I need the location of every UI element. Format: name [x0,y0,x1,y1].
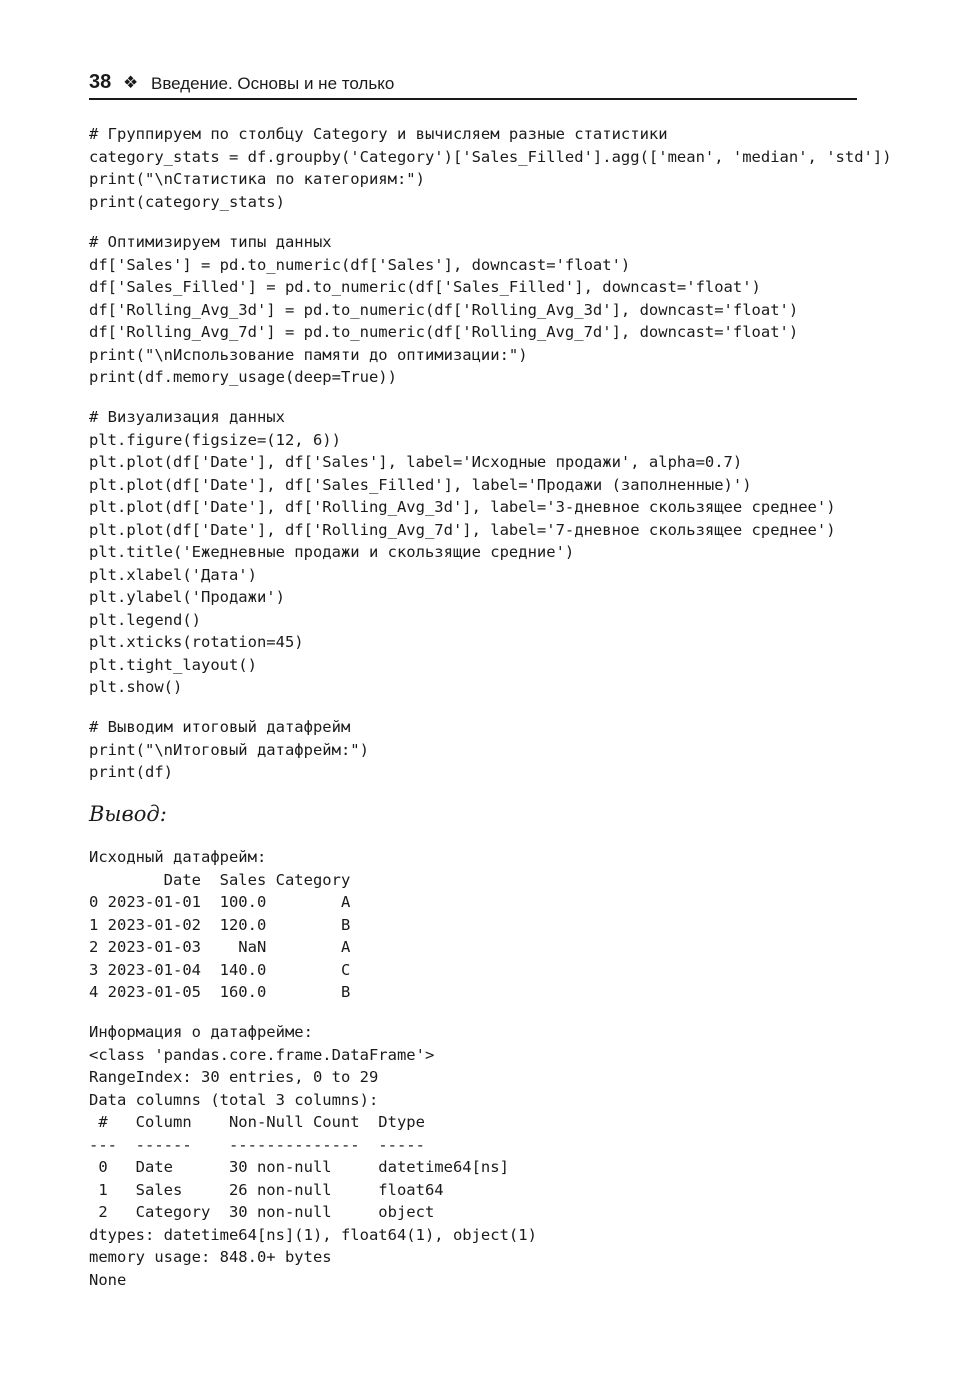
chapter-title: Введение. Основы и не только [151,74,395,93]
code-block-optimize-types: # Оптимизируем типы данных df['Sales'] = pd.to_numeric(df['Sales'], downcast='float') df['Sales_Filled'] = pd.to_numeric(df['Sales_Filled'], downcast='float') df['Rolling_Avg_3d'] = pd.to_numeric(df['Rolling_Avg_3d'], downcast='float') df['Rolling_Avg_7d'] = pd.to_numeric(df['Rolling_Avg_7d'], downcast='float') print("\nИспользование памяти до оптимизации:") print(df.memory_usage(deep=True)) [89,233,799,386]
code-block-print-final: # Выводим итоговый датафрейм print("\nИтоговый датафрейм:") print(df) [89,718,369,781]
output-heading: Вывод: [89,802,167,826]
page-number: 38 [89,71,112,93]
page-header [89,68,857,100]
code-block-visualization: # Визуализация данных plt.figure(figsize=(12, 6)) plt.plot(df['Date'], df['Sales'], label='Исходные продажи', alpha=0.7) plt.plot(df['Date'], df['Sales_Filled'], label='Продажи (заполненные)') plt.plot(df['Date'], df['Rolling_Avg_3d'], label='3-дневное скользящее среднее') plt.plot(df['Date'], df['Rolling_Avg_7d'], label='7-дневное скользящее среднее') plt.title('Ежедневные продажи и скользящие средние') plt.xlabel('Дата') plt.ylabel('Продажи') plt.legend() plt.xticks(rotation=45) plt.tight_layout() plt.show() [89,408,836,696]
output-block-dataframe: Исходный датафрейм: Date Sales Category 0 2023-01-01 100.0 A 1 2023-01-02 120.0 B 2 2023-01-03 NaN A 3 2023-01-04 140.0 C 4 2023-01-05 160.0 B [89,848,351,1001]
output-block-info: Информация о датафрейме: <class 'pandas.core.frame.DataFrame'> RangeIndex: 30 entries, 0 to 29 Data columns (total 3 columns): # Column Non-Null Count Dtype --- ------ -------------- ----- 0 Date 30 non-null datetime64[ns] 1 Sales 26 non-null float64 2 Category 30 non-null object dtypes: datetime64[ns](1), float64(1), object(1) memory usage: 848.0+ bytes None [89,1023,537,1289]
ornament-icon: ❖ [123,73,139,92]
code-block-groupby: # Группируем по столбцу Category и вычисляем разные статистики category_stats = df.groupby('Category')['Sales_Filled'].agg(['mean', 'median', 'std']) print("\nСтатистика по категориям:") print(category_stats) [89,125,892,211]
